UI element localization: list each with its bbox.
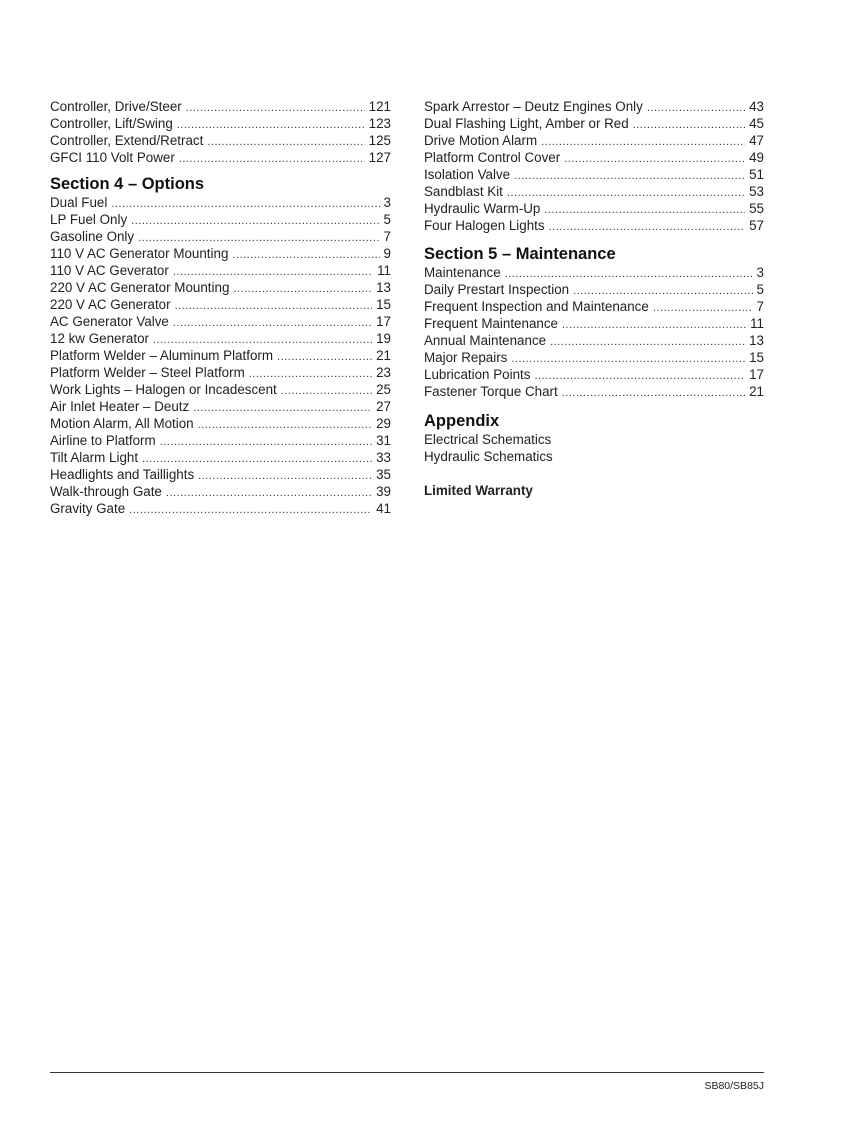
toc-entry-title: GFCI 110 Volt Power xyxy=(50,150,175,165)
toc-entry-page-number: 43 xyxy=(749,99,764,114)
section-5-heading: Section 5 – Maintenance xyxy=(424,245,616,263)
toc-entry-title: Platform Welder – Steel Platform xyxy=(50,365,245,380)
dot-leader xyxy=(138,230,379,245)
toc-entry-title: Controller, Lift/Swing xyxy=(50,116,173,131)
toc-entry-page-number: 33 xyxy=(376,450,391,465)
toc-entry-title: Dual Flashing Light, Amber or Red xyxy=(424,116,629,131)
toc-entry-page-number: 7 xyxy=(756,299,764,314)
toc-entry-page-number: 21 xyxy=(376,348,391,363)
dot-leader xyxy=(153,332,372,347)
toc-entry[interactable] xyxy=(424,315,764,332)
toc-entry[interactable] xyxy=(50,466,391,483)
toc-entry-page-number: 55 xyxy=(749,201,764,216)
toc-entry-title: Platform Control Cover xyxy=(424,150,561,165)
toc-entry[interactable] xyxy=(50,347,391,364)
dot-leader xyxy=(142,451,372,466)
dot-leader xyxy=(573,283,752,298)
toc-group-controllers xyxy=(50,98,391,166)
toc-entry[interactable] xyxy=(50,98,391,115)
toc-entry-page-number: 5 xyxy=(756,282,764,297)
dot-leader xyxy=(550,334,745,349)
dot-leader xyxy=(175,298,373,313)
toc-entry-page-number: 121 xyxy=(368,99,391,114)
dot-leader xyxy=(198,417,372,432)
toc-entry-page-number: 127 xyxy=(368,150,391,165)
toc-entry[interactable] xyxy=(424,349,764,366)
toc-entry-page-number: 3 xyxy=(756,265,764,280)
toc-entry-title: Annual Maintenance xyxy=(424,333,547,348)
toc-entry[interactable] xyxy=(424,332,764,349)
dot-leader xyxy=(277,349,372,364)
toc-entry-page-number: 7 xyxy=(383,229,391,244)
toc-entry-title: Daily Prestart Inspection xyxy=(424,282,570,297)
toc-entry-page-number: 45 xyxy=(749,116,764,131)
toc-entry-page-number: 123 xyxy=(368,116,391,131)
toc-entry-page-number: 57 xyxy=(749,218,764,233)
toc-entry-page-number: 35 xyxy=(376,467,391,482)
toc-entry-title: Spark Arrestor – Deutz Engines Only xyxy=(424,99,643,114)
dot-leader xyxy=(541,134,745,149)
toc-entry-title: Tilt Alarm Light xyxy=(50,450,139,465)
toc-entry-title: Frequent Inspection and Maintenance xyxy=(424,299,649,314)
toc-entry[interactable] xyxy=(50,115,391,132)
dot-leader xyxy=(507,185,745,200)
toc-entry[interactable] xyxy=(50,132,391,149)
toc-entry[interactable] xyxy=(50,262,391,279)
dot-leader xyxy=(647,100,745,115)
toc-entry-title: Fastener Torque Chart xyxy=(424,384,558,399)
toc-entry-page-number: 5 xyxy=(383,212,391,227)
toc-entry-page-number: 23 xyxy=(376,365,391,380)
toc-entry[interactable] xyxy=(424,132,764,149)
toc-entry-page-number: 11 xyxy=(377,263,391,278)
toc-group-options xyxy=(50,194,391,517)
toc-entry-title: Controller, Extend/Retract xyxy=(50,133,204,148)
dot-leader xyxy=(173,264,373,279)
section-4-heading: Section 4 – Options xyxy=(50,175,205,193)
toc-entry-page-number: 17 xyxy=(376,314,391,329)
toc-entry[interactable] xyxy=(50,432,391,449)
toc-entry-page-number: 25 xyxy=(376,382,391,397)
toc-entry-page-number: 31 xyxy=(376,433,391,448)
appendix-heading: Appendix xyxy=(424,412,500,430)
limited-warranty-heading[interactable]: Limited Warranty xyxy=(424,483,533,498)
toc-entry[interactable] xyxy=(50,194,391,211)
toc-entry-title: Frequent Maintenance xyxy=(424,316,558,331)
toc-entry-page-number: 21 xyxy=(749,384,764,399)
toc-entry[interactable] xyxy=(424,264,764,281)
toc-entry-title: 220 V AC Generator Mounting xyxy=(50,280,230,295)
footer-divider xyxy=(50,1072,764,1073)
toc-entry[interactable] xyxy=(50,398,391,415)
dot-leader xyxy=(281,383,372,398)
toc-entry-title: Four Halogen Lights xyxy=(424,218,545,233)
toc-entry-title: Isolation Valve xyxy=(424,167,511,182)
toc-entry-page-number: 15 xyxy=(376,297,391,312)
toc-entry-title: 220 V AC Generator xyxy=(50,297,171,312)
appendix-item-hydraulic-schematics[interactable]: Hydraulic Schematics xyxy=(424,449,553,464)
toc-entry[interactable] xyxy=(50,245,391,262)
dot-leader xyxy=(562,385,745,400)
dot-leader xyxy=(207,134,364,149)
dot-leader xyxy=(129,502,372,517)
dot-leader xyxy=(534,368,745,383)
toc-entry-page-number: 51 xyxy=(749,167,764,182)
toc-entry-title: LP Fuel Only xyxy=(50,212,128,227)
toc-entry-title: Maintenance xyxy=(424,265,501,280)
toc-entry-page-number: 27 xyxy=(376,399,391,414)
toc-entry[interactable] xyxy=(50,364,391,381)
dot-leader xyxy=(193,400,372,415)
dot-leader xyxy=(198,468,372,483)
toc-entry-page-number: 125 xyxy=(368,133,391,148)
toc-entry[interactable] xyxy=(50,228,391,245)
toc-entry-title: Walk-through Gate xyxy=(50,484,162,499)
toc-entry[interactable] xyxy=(424,115,764,132)
toc-entry-title: 12 kw Generator xyxy=(50,331,149,346)
toc-entry[interactable] xyxy=(50,211,391,228)
toc-entry-title: Air Inlet Heater – Deutz xyxy=(50,399,190,414)
toc-entry[interactable] xyxy=(424,366,764,383)
toc-entry-title: Drive Motion Alarm xyxy=(424,133,538,148)
dot-leader xyxy=(232,247,379,262)
dot-leader xyxy=(166,485,372,500)
toc-entry[interactable] xyxy=(424,183,764,200)
dot-leader xyxy=(514,168,745,183)
toc-entry-title: Airline to Platform xyxy=(50,433,156,448)
toc-group-maintenance xyxy=(424,264,764,400)
toc-entry-page-number: 11 xyxy=(750,316,764,331)
toc-entry-title: Sandblast Kit xyxy=(424,184,503,199)
toc-entry[interactable] xyxy=(50,449,391,466)
toc-entry[interactable] xyxy=(424,217,764,234)
toc-entry-page-number: 19 xyxy=(376,331,391,346)
toc-entry-title: Hydraulic Warm-Up xyxy=(424,201,541,216)
toc-entry[interactable] xyxy=(50,500,391,517)
toc-entry-title: Headlights and Taillights xyxy=(50,467,195,482)
dot-leader xyxy=(544,202,745,217)
toc-entry-page-number: 39 xyxy=(376,484,391,499)
dot-leader xyxy=(111,196,379,211)
toc-entry-page-number: 9 xyxy=(383,246,391,261)
toc-entry[interactable] xyxy=(424,200,764,217)
toc-entry[interactable] xyxy=(424,383,764,400)
dot-leader xyxy=(564,151,745,166)
toc-entry-title: 110 V AC Generator Mounting xyxy=(50,246,229,261)
dot-leader xyxy=(505,266,753,281)
toc-entry[interactable] xyxy=(424,281,764,298)
toc-entry-title: AC Generator Valve xyxy=(50,314,169,329)
dot-leader xyxy=(131,213,379,228)
toc-entry-title: Controller, Drive/Steer xyxy=(50,99,182,114)
dot-leader xyxy=(186,100,365,115)
appendix-item-electrical-schematics[interactable]: Electrical Schematics xyxy=(424,432,552,447)
toc-entry-title: Work Lights – Halogen or Incadescent xyxy=(50,382,277,397)
toc-entry-page-number: 3 xyxy=(383,195,391,210)
toc-entry[interactable] xyxy=(424,166,764,183)
toc-entry-page-number: 47 xyxy=(749,133,764,148)
dot-leader xyxy=(633,117,745,132)
toc-entry[interactable] xyxy=(50,415,391,432)
dot-leader xyxy=(511,351,745,366)
toc-entry-title: Gasoline Only xyxy=(50,229,135,244)
toc-entry[interactable] xyxy=(50,149,391,166)
toc-entry[interactable] xyxy=(50,279,391,296)
dot-leader xyxy=(233,281,372,296)
dot-leader xyxy=(562,317,746,332)
toc-entry-title: Platform Welder – Aluminum Platform xyxy=(50,348,274,363)
toc-entry-title: 110 V AC Geverator xyxy=(50,263,169,278)
dot-leader xyxy=(653,300,753,315)
toc-entry-title: Gravity Gate xyxy=(50,501,126,516)
footer-model-number: SB80/SB85J xyxy=(704,1080,764,1092)
toc-entry-title: Major Repairs xyxy=(424,350,508,365)
toc-entry[interactable] xyxy=(50,483,391,500)
toc-entry-title: Dual Fuel xyxy=(50,195,108,210)
dot-leader xyxy=(173,315,372,330)
toc-entry-page-number: 53 xyxy=(749,184,764,199)
dot-leader xyxy=(160,434,372,449)
toc-entry-page-number: 29 xyxy=(376,416,391,431)
toc-entry[interactable] xyxy=(50,296,391,313)
toc-entry-page-number: 13 xyxy=(376,280,391,295)
dot-leader xyxy=(549,219,746,234)
toc-group-options-continued xyxy=(424,98,764,234)
toc-entry-page-number: 17 xyxy=(749,367,764,382)
toc-entry-page-number: 41 xyxy=(376,501,391,516)
dot-leader xyxy=(179,151,365,166)
toc-entry[interactable] xyxy=(50,330,391,347)
toc-entry[interactable] xyxy=(424,98,764,115)
toc-entry[interactable] xyxy=(424,149,764,166)
toc-right-column xyxy=(424,98,764,499)
toc-entry-title: Lubrication Points xyxy=(424,367,531,382)
toc-entry-page-number: 13 xyxy=(749,333,764,348)
toc-entry[interactable] xyxy=(50,313,391,330)
toc-entry-page-number: 49 xyxy=(749,150,764,165)
toc-entry-page-number: 15 xyxy=(749,350,764,365)
dot-leader xyxy=(177,117,365,132)
toc-left-column xyxy=(50,98,391,517)
dot-leader xyxy=(249,366,372,381)
toc-entry-title: Motion Alarm, All Motion xyxy=(50,416,194,431)
toc-entry[interactable] xyxy=(424,298,764,315)
toc-entry[interactable] xyxy=(50,381,391,398)
